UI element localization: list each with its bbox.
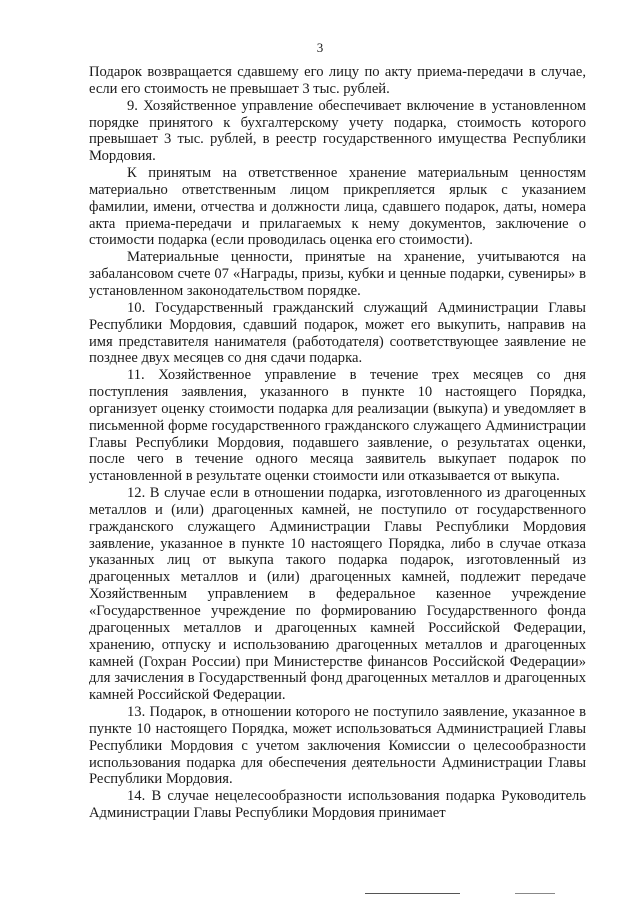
paragraph-off-balance-account: Материальные ценности, принятые на хранение, учитываются на забалансовом счете 07 «Награды, призы, кубки и ценные подарки, сувениры» в установленном законодательством порядке. bbox=[89, 249, 586, 299]
paragraph-item-14: 14. В случае нецелесообразности использования подарка Руководитель Администрации Главы Республики Мордовия принимает bbox=[89, 788, 586, 822]
paragraph-gift-return: Подарок возвращается сдавшему его лицу по акту приема-передачи в случае, если его стоимость не превышает 3 тыс. рублей. bbox=[89, 64, 586, 97]
paragraph-item-10: 10. Государственный гражданский служащий Администрации Главы Республики Мордовия, сдавший подарок, может его выкупить, направив на имя представителя нанимателя (работодателя) соответствующее заявление не позднее двух месяцев со дня сдачи подарка. bbox=[89, 299, 586, 367]
footer-divider-short bbox=[515, 893, 555, 894]
paragraph-item-9: 9. Хозяйственное управление обеспечивает включение в установленном порядке принятого к бухгалтерскому учету подарка, стоимость которого превышает 3 тыс. рублей, в реестр государственного имущества Республики Мордовия. bbox=[89, 97, 586, 165]
paragraph-item-11: 11. Хозяйственное управление в течение трех месяцев со дня поступления заявления, указанного в пункте 10 настоящего Порядка, организует оценку стоимости подарка для реализации (выкупа) и уведомляет в письменной форме государственного гражданского служащего Администрации Главы Республики Мордовия, подавшего заявление, о результатах оценки, после чего в течение одного месяца заявитель выкупает подарок по установленной в результате оценки стоимости или отказывается от выкупа. bbox=[89, 367, 586, 485]
document-body bbox=[89, 64, 586, 822]
footer-divider bbox=[365, 893, 460, 894]
paragraph-item-12: 12. В случае если в отношении подарка, изготовленного из драгоценных металлов и (или) драгоценных камней, не поступило от государственного гражданского служащего Администрации Главы Республики Мордовия заявление, указанное в пункте 10 настоящего Порядка, либо в случае отказа указанных лиц от выкупа такого подарка подарок, изготовленный из драгоценных металлов и (или) драгоценных камней, подлежит передаче Хозяйственным управлением в федеральное казенное учреждение «Государственное учреждение по формированию Государственного фонда драгоценных металлов и драгоценных камней Российской Федерации, хранению, отпуску и использованию драгоценных металлов и драгоценных камней (Гохран России) при Министерстве финансов Российской Федерации» для зачисления в Государственный фонд драгоценных металлов и драгоценных камней Российской Федерации. bbox=[89, 485, 586, 704]
paragraph-storage-label: К принятым на ответственное хранение материальным ценностям материально ответственным лицом прикрепляется ярлык с указанием фамилии, имени, отчества и должности лица, сдавшего подарок, даты, номера акта приема-передачи и прилагаемых к нему документов, заключение о стоимости подарка (если проводилась оценка его стоимости). bbox=[89, 165, 586, 249]
paragraph-item-13: 13. Подарок, в отношении которого не поступило заявление, указанное в пункте 10 настоящего Порядка, может использоваться Администрацией Главы Республики Мордовия с учетом заключения Комиссии о целесообразности использования подарка для обеспечения деятельности Администрации Главы Республики Мордовия. bbox=[89, 704, 586, 788]
page-number: 3 bbox=[316, 40, 324, 55]
